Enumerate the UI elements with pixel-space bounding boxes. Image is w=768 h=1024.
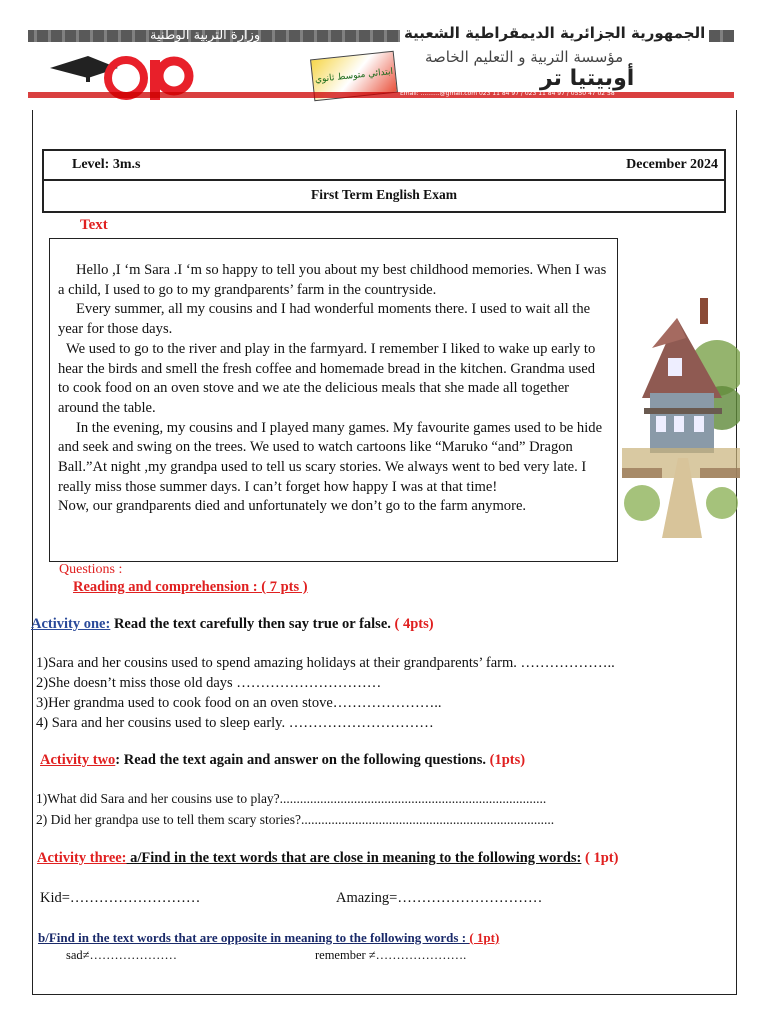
activity-one-heading [31, 616, 434, 633]
antonym-sad: sad≠………………… [66, 948, 178, 962]
activity-one-item-1: 1)Sara and her cousins used to spend amazing holidays at their grandparents’ farm. ……………….. [36, 655, 615, 671]
synonym-kid: Kid=……………………… [40, 890, 201, 906]
activity-two-instruction: : Read the text again and answer on the following questions. [115, 752, 487, 768]
exam-info-box [42, 149, 726, 213]
activity-two-points: (1pts) [486, 752, 526, 768]
header-red-stripe [28, 92, 734, 98]
text-heading: Text [80, 217, 108, 233]
activity-one-item-4: 4) Sara and her cousins used to sleep early. ………………………… [36, 715, 434, 731]
passage-paragraph-1: Hello ,I ‘m Sara .I ‘m so happy to tell you about my best childhood memories. When I was a child, I used to go to my grandparents’ farm in the countryside. [58, 262, 607, 298]
activity-two-question-2: 2) Did her grandpa use to tell them scary stories?........................................................................... [36, 812, 555, 827]
activity-two-heading [40, 752, 525, 769]
exam-title: First Term English Exam [311, 187, 457, 202]
reading-comprehension-heading: Reading and comprehension : ( 7 pts ) [73, 579, 308, 595]
activity-one-item-2: 2)She doesn’t miss those old days ………………………… [36, 675, 382, 691]
exam-level: Level: 3m.s [72, 157, 141, 172]
activity-two-label: Activity two [40, 752, 116, 768]
questions-heading: Questions : [59, 562, 123, 577]
activity-three-heading [37, 850, 618, 867]
contact-line: Email: ..........@gmail.com 023 11 84 97 / 023 11 84 97 / 0550 47 02 58 [400, 90, 615, 97]
stamp-text: ابتدائي متوسط ثانوي [314, 66, 394, 86]
activity-three-points: ( 1pt) [581, 850, 619, 866]
arabic-institution-title: مؤسسة التربية و التعليم الخاصة [425, 48, 624, 66]
exam-date: December 2024 [626, 157, 718, 172]
activity-three-instruction: a/Find in the text words that are close in meaning to the following words: [126, 850, 582, 866]
activity-three-label: Activity three: [37, 850, 127, 866]
activity-one-instruction: Read the text carefully then say true or false. [110, 616, 391, 632]
arabic-ministry-title: وزارة التربية الوطنية [150, 28, 261, 43]
passage-paragraph-3: We used to go to the river and play in the farmyard. I remember I liked to wake up early to hear the birds and smell the fresh coffee and homemade bread in the kitchen. Grandma used to cook food on an oven stove and we ate the delicious meals that she made all together around the table. [58, 340, 596, 416]
activity-three-b-instruction: b/Find in the text words that are opposite in meaning to the following words : [38, 930, 470, 945]
activity-one-item-3: 3)Her grandma used to cook food on an oven stove………………….. [36, 695, 442, 711]
passage-paragraph-4: In the evening, my cousins and I played many games. My favourite games used to be hide and seek and swing on the trees. We used to watch cartoons like “Maruko “and” Dragon Ball.”At night ,my grandpa used to tell us scary stories. We always went to bed very late. I really miss those summer days. I can’t forget how happy I was at that time! [58, 419, 603, 495]
synonym-amazing: Amazing=………………………… [336, 890, 543, 906]
arabic-school-name: أوبيتيا تر [540, 66, 635, 91]
activity-one-points: ( 4pts) [390, 616, 434, 632]
reading-passage [49, 238, 618, 562]
activity-one-label: Activity one: [31, 616, 111, 632]
exam-info-row [44, 151, 724, 181]
arabic-republic-title: الجمهورية الجزائرية الديمقراطية الشعبية [400, 24, 709, 42]
activity-two-question-1: 1)What did Sara and her cousins use to play?............................................................................... [36, 791, 547, 806]
farmhouse-illustration [622, 298, 740, 538]
antonym-remember: remember ≠…………………. [315, 948, 467, 962]
activity-three-b-points: ( 1pt) [469, 930, 500, 945]
activity-three-b-heading [38, 930, 499, 946]
passage-paragraph-5: Now, our grandparents died and unfortunately we don’t go to the farm anymore. [58, 498, 527, 515]
passage-paragraph-2: Every summer, all my cousins and I had wonderful moments there. I used to wait all the year for those days. [58, 301, 591, 338]
